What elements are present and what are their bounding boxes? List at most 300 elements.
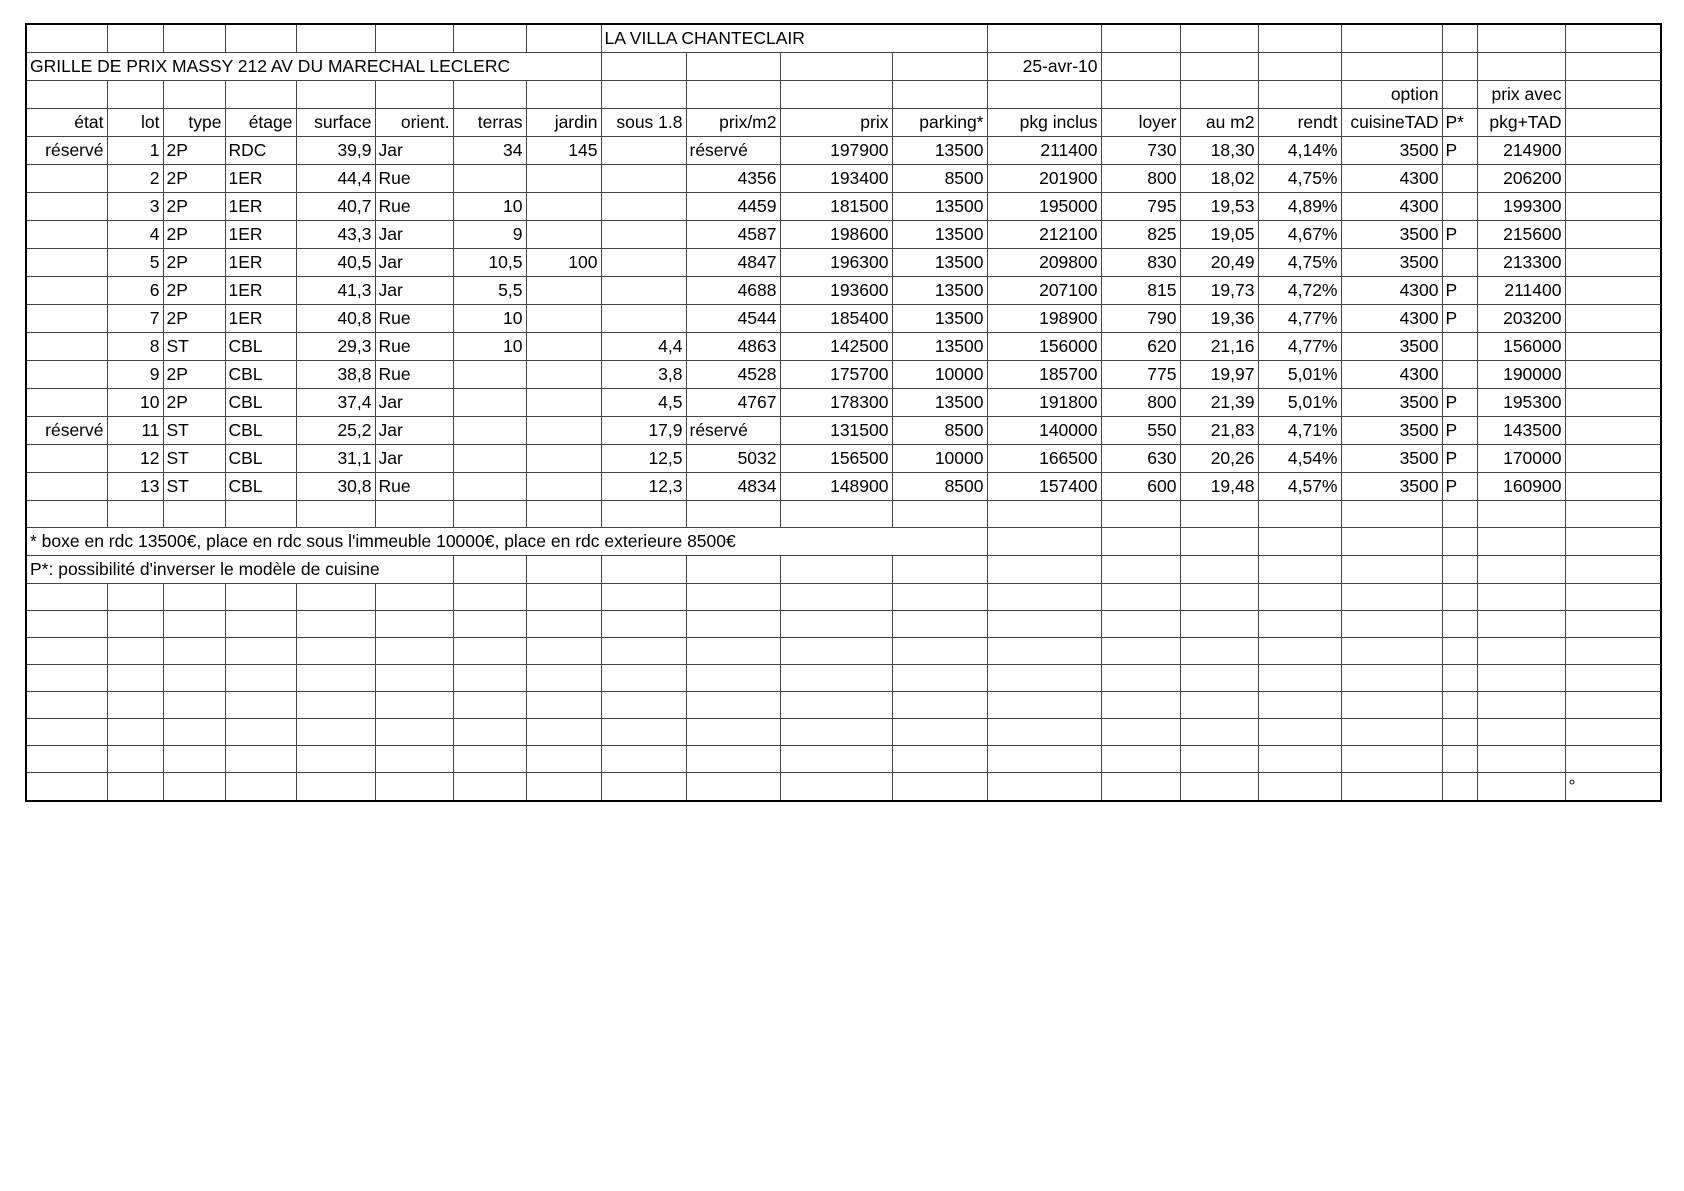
table-cell: 195000 — [987, 193, 1101, 221]
table-cell: 3 — [107, 193, 163, 221]
table-cell: CBL — [225, 473, 296, 501]
table-cell — [526, 305, 601, 333]
table-row — [27, 221, 1661, 249]
sheet-subtitle: GRILLE DE PRIX MASSY 212 AV DU MARECHAL LECLERC — [27, 53, 601, 81]
table-cell: 800 — [1101, 389, 1180, 417]
table-cell — [27, 333, 107, 361]
subtitle-row — [27, 53, 1661, 81]
table-row — [27, 389, 1661, 417]
table-cell — [526, 417, 601, 445]
table-cell: P — [1442, 277, 1477, 305]
table-cell: 140000 — [987, 417, 1101, 445]
table-cell: 18,30 — [1180, 137, 1258, 165]
table-cell: 198600 — [780, 221, 892, 249]
table-row — [27, 137, 1661, 165]
table-cell: réservé — [27, 417, 107, 445]
table-cell: 8 — [107, 333, 163, 361]
note-row — [27, 528, 1661, 556]
table-cell: 175700 — [780, 361, 892, 389]
table-cell: CBL — [225, 417, 296, 445]
table-cell: 825 — [1101, 221, 1180, 249]
table-cell: 25,2 — [296, 417, 375, 445]
empty-row — [27, 638, 1661, 665]
table-cell — [453, 361, 526, 389]
table-cell: 550 — [1101, 417, 1180, 445]
table-cell: 11 — [107, 417, 163, 445]
table-cell: CBL — [225, 389, 296, 417]
table-cell: réservé — [27, 137, 107, 165]
table-cell: 2P — [163, 305, 225, 333]
table-cell — [453, 165, 526, 193]
table-cell: 206200 — [1477, 165, 1565, 193]
table-cell: 600 — [1101, 473, 1180, 501]
table-cell — [1442, 165, 1477, 193]
column-header-row — [27, 109, 1661, 137]
table-cell: 13500 — [892, 193, 987, 221]
table-cell: 620 — [1101, 333, 1180, 361]
table-cell — [27, 305, 107, 333]
table-cell: 1 — [107, 137, 163, 165]
table-cell: 2P — [163, 249, 225, 277]
column-header: sous 1.8 — [601, 109, 686, 137]
table-cell: 8500 — [892, 473, 987, 501]
table-cell: 196300 — [780, 249, 892, 277]
column-header: parking* — [892, 109, 987, 137]
table-cell: 5,5 — [453, 277, 526, 305]
table-cell: 44,4 — [296, 165, 375, 193]
table-cell — [526, 165, 601, 193]
table-cell — [526, 333, 601, 361]
table-cell — [453, 473, 526, 501]
table-cell: 13 — [107, 473, 163, 501]
table-cell — [526, 221, 601, 249]
table-cell: 4544 — [686, 305, 780, 333]
table-cell: P — [1442, 445, 1477, 473]
table-cell — [526, 193, 601, 221]
table-cell: 4,67% — [1258, 221, 1341, 249]
table-cell: 630 — [1101, 445, 1180, 473]
price-grid-sheet — [25, 23, 1662, 802]
table-cell: 12,3 — [601, 473, 686, 501]
table-cell: 4459 — [686, 193, 780, 221]
table-cell: 4,14% — [1258, 137, 1341, 165]
table-cell — [27, 221, 107, 249]
table-cell: 3500 — [1341, 221, 1442, 249]
table-cell: Jar — [375, 417, 453, 445]
table-cell: 43,3 — [296, 221, 375, 249]
table-cell: 1ER — [225, 193, 296, 221]
table-cell: 13500 — [892, 389, 987, 417]
table-cell — [526, 445, 601, 473]
table-cell: 211400 — [987, 137, 1101, 165]
table-cell: 190000 — [1477, 361, 1565, 389]
table-cell: 203200 — [1477, 305, 1565, 333]
table-cell: 13500 — [892, 277, 987, 305]
header-option: option — [1341, 81, 1442, 109]
table-cell: P — [1442, 305, 1477, 333]
table-cell: 39,9 — [296, 137, 375, 165]
table-cell: 10,5 — [453, 249, 526, 277]
table-cell: 181500 — [780, 193, 892, 221]
column-header: rendt — [1258, 109, 1341, 137]
table-cell: P — [1442, 389, 1477, 417]
table-cell: 178300 — [780, 389, 892, 417]
table-cell: 2P — [163, 277, 225, 305]
table-cell — [601, 305, 686, 333]
table-cell: 4587 — [686, 221, 780, 249]
table-cell: 157400 — [987, 473, 1101, 501]
empty-row — [27, 584, 1661, 611]
sheet-title: LA VILLA CHANTECLAIR — [601, 25, 987, 53]
table-cell — [27, 361, 107, 389]
table-cell: 5,01% — [1258, 389, 1341, 417]
table-cell: 4300 — [1341, 361, 1442, 389]
table-cell: Jar — [375, 389, 453, 417]
table-cell: 4847 — [686, 249, 780, 277]
table-cell — [27, 249, 107, 277]
table-cell: P — [1442, 473, 1477, 501]
table-cell: 790 — [1101, 305, 1180, 333]
table-cell — [601, 249, 686, 277]
table-cell: 4,77% — [1258, 333, 1341, 361]
table-cell: 8500 — [892, 165, 987, 193]
table-cell: 730 — [1101, 137, 1180, 165]
table-cell: CBL — [225, 333, 296, 361]
table-cell — [453, 417, 526, 445]
table-cell: 19,48 — [1180, 473, 1258, 501]
table-cell: 13500 — [892, 137, 987, 165]
header-top-row — [27, 81, 1661, 109]
table-cell: 156000 — [987, 333, 1101, 361]
table-cell: 193400 — [780, 165, 892, 193]
table-cell: 19,97 — [1180, 361, 1258, 389]
table-cell: 13500 — [892, 221, 987, 249]
footnote: * boxe en rdc 13500€, place en rdc sous l'immeuble 10000€, place en rdc exterieure 8500€ — [27, 528, 987, 556]
table-cell: 10 — [107, 389, 163, 417]
empty-row — [27, 501, 1661, 528]
table-cell: 800 — [1101, 165, 1180, 193]
table-cell: 4,57% — [1258, 473, 1341, 501]
table-cell: 2P — [163, 361, 225, 389]
table-cell: ST — [163, 473, 225, 501]
table-cell: 20,49 — [1180, 249, 1258, 277]
column-header: loyer — [1101, 109, 1180, 137]
table-cell: 4,5 — [601, 389, 686, 417]
table-cell: 3500 — [1341, 137, 1442, 165]
table-cell: 170000 — [1477, 445, 1565, 473]
table-cell: 193600 — [780, 277, 892, 305]
table-cell: 10 — [453, 333, 526, 361]
table-cell: 40,5 — [296, 249, 375, 277]
table-cell: 3500 — [1341, 249, 1442, 277]
table-cell: 215600 — [1477, 221, 1565, 249]
table-cell: Jar — [375, 277, 453, 305]
table-cell: 31,1 — [296, 445, 375, 473]
table-cell — [601, 193, 686, 221]
table-cell: 12,5 — [601, 445, 686, 473]
table-cell: 166500 — [987, 445, 1101, 473]
table-cell: 191800 — [987, 389, 1101, 417]
footnote: P*: possibilité d'inverser le modèle de cuisine — [27, 556, 453, 584]
table-cell — [27, 193, 107, 221]
table-cell: 145 — [526, 137, 601, 165]
table-cell: 3500 — [1341, 417, 1442, 445]
table-cell: 100 — [526, 249, 601, 277]
table-cell: 198900 — [987, 305, 1101, 333]
column-header: état — [27, 109, 107, 137]
title-row — [27, 25, 1661, 53]
table-row — [27, 193, 1661, 221]
empty-row — [27, 692, 1661, 719]
table-cell: 775 — [1101, 361, 1180, 389]
table-cell: Jar — [375, 137, 453, 165]
table-cell: 40,8 — [296, 305, 375, 333]
table-cell: 2P — [163, 193, 225, 221]
table-cell: 3500 — [1341, 473, 1442, 501]
table-cell: 4,77% — [1258, 305, 1341, 333]
table-cell — [601, 165, 686, 193]
table-cell: 13500 — [892, 333, 987, 361]
table-cell: 142500 — [780, 333, 892, 361]
table-cell: 131500 — [780, 417, 892, 445]
table-cell: 21,83 — [1180, 417, 1258, 445]
table-cell: 1ER — [225, 305, 296, 333]
column-header: surface — [296, 109, 375, 137]
table-cell — [601, 137, 686, 165]
table-cell: 12 — [107, 445, 163, 473]
table-cell — [526, 389, 601, 417]
table-cell: 10000 — [892, 445, 987, 473]
price-grid-table — [27, 25, 1661, 800]
table-cell: 143500 — [1477, 417, 1565, 445]
column-header: prix/m2 — [686, 109, 780, 137]
table-row — [27, 249, 1661, 277]
table-cell: 8500 — [892, 417, 987, 445]
empty-row — [27, 719, 1661, 746]
table-cell: ST — [163, 445, 225, 473]
table-cell — [601, 221, 686, 249]
table-cell: 2P — [163, 389, 225, 417]
table-cell: 4863 — [686, 333, 780, 361]
column-header: terras — [453, 109, 526, 137]
table-row — [27, 305, 1661, 333]
table-cell: 4300 — [1341, 193, 1442, 221]
table-cell: 815 — [1101, 277, 1180, 305]
table-cell: 17,9 — [601, 417, 686, 445]
sheet-date: 25-avr-10 — [987, 53, 1101, 81]
table-cell: 199300 — [1477, 193, 1565, 221]
table-row — [27, 277, 1661, 305]
table-cell: 4,75% — [1258, 249, 1341, 277]
table-cell: Jar — [375, 445, 453, 473]
table-cell: Rue — [375, 473, 453, 501]
table-cell — [453, 389, 526, 417]
note-row — [27, 556, 1661, 584]
table-cell: Jar — [375, 249, 453, 277]
empty-row — [27, 773, 1661, 801]
table-cell: 34 — [453, 137, 526, 165]
table-cell: 2 — [107, 165, 163, 193]
table-cell: 195300 — [1477, 389, 1565, 417]
table-cell: ST — [163, 417, 225, 445]
empty-row — [27, 665, 1661, 692]
table-row — [27, 361, 1661, 389]
table-cell — [526, 277, 601, 305]
table-cell: 185700 — [987, 361, 1101, 389]
table-cell — [601, 277, 686, 305]
table-cell: 38,8 — [296, 361, 375, 389]
table-cell: 9 — [453, 221, 526, 249]
table-cell: 19,53 — [1180, 193, 1258, 221]
table-cell: 156000 — [1477, 333, 1565, 361]
column-header: prix — [780, 109, 892, 137]
table-cell: 29,3 — [296, 333, 375, 361]
table-cell: 4767 — [686, 389, 780, 417]
table-cell: 4300 — [1341, 277, 1442, 305]
table-cell: P — [1442, 137, 1477, 165]
table-cell: P — [1442, 221, 1477, 249]
table-cell: 197900 — [780, 137, 892, 165]
table-cell: 795 — [1101, 193, 1180, 221]
table-cell: 7 — [107, 305, 163, 333]
empty-row — [27, 746, 1661, 773]
header-prix-avec: prix avec — [1477, 81, 1565, 109]
table-cell: 213300 — [1477, 249, 1565, 277]
table-cell: 4,89% — [1258, 193, 1341, 221]
table-cell: 3500 — [1341, 389, 1442, 417]
table-cell: 214900 — [1477, 137, 1565, 165]
table-cell: 1ER — [225, 221, 296, 249]
table-cell: 212100 — [987, 221, 1101, 249]
table-cell — [1442, 361, 1477, 389]
table-cell — [1442, 193, 1477, 221]
table-cell: 156500 — [780, 445, 892, 473]
table-cell: 148900 — [780, 473, 892, 501]
table-cell: Rue — [375, 193, 453, 221]
table-cell — [526, 473, 601, 501]
table-cell: 2P — [163, 137, 225, 165]
table-cell: réservé — [686, 137, 780, 165]
table-cell: 4300 — [1341, 305, 1442, 333]
corner-mark: ° — [1565, 773, 1661, 801]
table-cell: 830 — [1101, 249, 1180, 277]
table-cell: 19,73 — [1180, 277, 1258, 305]
table-cell: Rue — [375, 333, 453, 361]
column-header: cuisineTAD — [1341, 109, 1442, 137]
table-cell: 6 — [107, 277, 163, 305]
table-cell: 2P — [163, 165, 225, 193]
table-cell: 4300 — [1341, 165, 1442, 193]
table-cell: 10000 — [892, 361, 987, 389]
table-cell: CBL — [225, 361, 296, 389]
table-cell: 13500 — [892, 249, 987, 277]
table-cell: réservé — [686, 417, 780, 445]
table-row — [27, 445, 1661, 473]
table-cell: 4834 — [686, 473, 780, 501]
table-cell — [27, 445, 107, 473]
table-cell: 4 — [107, 221, 163, 249]
empty-row — [27, 611, 1661, 638]
table-cell: CBL — [225, 445, 296, 473]
table-row — [27, 333, 1661, 361]
table-cell: Rue — [375, 305, 453, 333]
table-cell: 4,75% — [1258, 165, 1341, 193]
column-header: au m2 — [1180, 109, 1258, 137]
table-cell: 3500 — [1341, 333, 1442, 361]
table-cell: 4,71% — [1258, 417, 1341, 445]
table-cell: 20,26 — [1180, 445, 1258, 473]
table-cell: 4,54% — [1258, 445, 1341, 473]
table-cell: RDC — [225, 137, 296, 165]
column-header: pkg inclus — [987, 109, 1101, 137]
table-cell: 9 — [107, 361, 163, 389]
table-cell: 21,16 — [1180, 333, 1258, 361]
table-cell: 40,7 — [296, 193, 375, 221]
table-cell: 4,4 — [601, 333, 686, 361]
table-cell: 4356 — [686, 165, 780, 193]
table-cell — [1442, 333, 1477, 361]
table-cell: 4688 — [686, 277, 780, 305]
table-cell: 37,4 — [296, 389, 375, 417]
table-cell: 185400 — [780, 305, 892, 333]
column-header: étage — [225, 109, 296, 137]
column-header: orient. — [375, 109, 453, 137]
table-cell: ST — [163, 333, 225, 361]
table-cell: 5 — [107, 249, 163, 277]
column-header: lot — [107, 109, 163, 137]
column-header: pkg+TAD — [1477, 109, 1565, 137]
table-cell: Rue — [375, 361, 453, 389]
table-cell: 160900 — [1477, 473, 1565, 501]
table-cell: 207100 — [987, 277, 1101, 305]
table-cell: 19,36 — [1180, 305, 1258, 333]
table-cell: 30,8 — [296, 473, 375, 501]
table-cell: 4528 — [686, 361, 780, 389]
table-cell: 201900 — [987, 165, 1101, 193]
table-cell: 19,05 — [1180, 221, 1258, 249]
table-cell — [27, 277, 107, 305]
table-cell: Jar — [375, 221, 453, 249]
table-row — [27, 473, 1661, 501]
table-cell: 2P — [163, 221, 225, 249]
table-cell: 5032 — [686, 445, 780, 473]
table-cell: 3,8 — [601, 361, 686, 389]
column-header: type — [163, 109, 225, 137]
table-cell: 41,3 — [296, 277, 375, 305]
table-cell: 211400 — [1477, 277, 1565, 305]
column-header: jardin — [526, 109, 601, 137]
table-cell: P — [1442, 417, 1477, 445]
table-cell: 3500 — [1341, 445, 1442, 473]
table-cell: 1ER — [225, 165, 296, 193]
table-cell — [453, 445, 526, 473]
table-cell: 5,01% — [1258, 361, 1341, 389]
column-header: P* — [1442, 109, 1477, 137]
table-cell: 18,02 — [1180, 165, 1258, 193]
table-cell — [27, 473, 107, 501]
table-cell: 13500 — [892, 305, 987, 333]
table-cell: 4,72% — [1258, 277, 1341, 305]
table-cell: Rue — [375, 165, 453, 193]
table-cell: 10 — [453, 193, 526, 221]
table-cell: 1ER — [225, 277, 296, 305]
table-cell — [526, 361, 601, 389]
table-cell — [1442, 249, 1477, 277]
table-cell: 21,39 — [1180, 389, 1258, 417]
table-cell: 10 — [453, 305, 526, 333]
table-cell: 1ER — [225, 249, 296, 277]
table-cell — [27, 389, 107, 417]
